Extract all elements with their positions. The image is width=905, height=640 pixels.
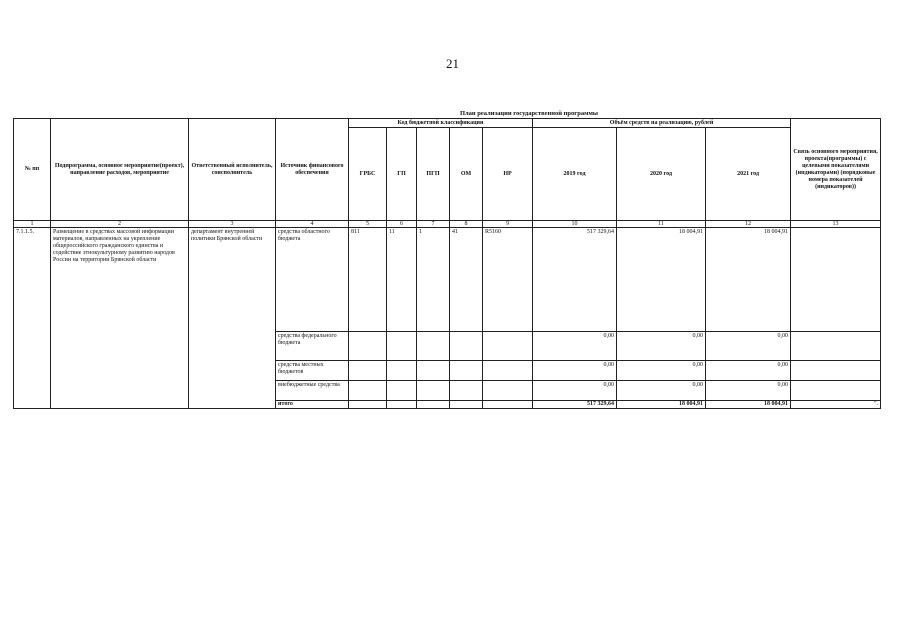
grbs-cell — [349, 332, 387, 361]
value-2020: 0,00 — [617, 381, 706, 401]
header-link: Связь основного мероприятия, проекта(программы) с целевыми показателями (индикаторами) (порядковые номера показателей (индикаторов)) — [791, 119, 881, 221]
grbs-cell — [349, 361, 387, 381]
col-number: 2 — [51, 221, 189, 228]
link-cell — [791, 332, 881, 361]
col-number: 9 — [483, 221, 533, 228]
item-name: Размещение в средствах массовой информации материалов, направленных на укрепление общероссийского гражданского единства и содействие этнокультурному развитию народов России на территории Брянской области — [51, 228, 189, 409]
source-cell: средства федерального бюджета — [276, 332, 349, 361]
total-2019: 517 329,64 — [533, 401, 617, 409]
source-cell: средства областного бюджета — [276, 228, 349, 332]
om-cell — [450, 381, 483, 401]
nr-cell: R5160 — [483, 228, 533, 332]
nr-cell — [483, 332, 533, 361]
header-2021: 2021 год — [706, 128, 791, 221]
nr-cell — [483, 361, 533, 381]
header-volume: Объём средств на реализацию, рублей — [533, 119, 791, 128]
gp-cell — [387, 381, 417, 401]
col-number: 12 — [706, 221, 791, 228]
header-row-group — [14, 119, 881, 128]
pgp-cell — [417, 401, 450, 409]
header-2019: 2019 год — [533, 128, 617, 221]
header-budget-class: Код бюджетной классификации — [349, 119, 533, 128]
header-num: № пп — [14, 119, 51, 221]
pgp-cell — [417, 361, 450, 381]
value-2021: 0,00 — [706, 381, 791, 401]
item-executor: департамент внутренней политики Брянской области — [189, 228, 276, 409]
col-number: 4 — [276, 221, 349, 228]
gp-cell — [387, 361, 417, 381]
col-number: 6 — [387, 221, 417, 228]
header-executor: Ответственный исполнитель, соисполнитель — [189, 119, 276, 221]
header-2020: 2020 год — [617, 128, 706, 221]
gp-cell — [387, 332, 417, 361]
header-subprogram: Подпрограмма, основное мероприятие(проект), направление расходов, мероприятие — [51, 119, 189, 221]
source-cell: средства местных бюджетов — [276, 361, 349, 381]
header-nr: НР — [483, 128, 533, 221]
item-number: 7.1.1.5. — [14, 228, 51, 409]
value-2020: 18 004,91 — [617, 228, 706, 332]
header-gp: ГП — [387, 128, 417, 221]
table-row — [14, 228, 881, 332]
header-pgp: ПГП — [417, 128, 450, 221]
total-2021: 18 004,91 — [706, 401, 791, 409]
value-2021: 0,00 — [706, 361, 791, 381]
om-cell: 41 — [450, 228, 483, 332]
value-2019: 0,00 — [533, 332, 617, 361]
nr-cell — [483, 381, 533, 401]
om-cell — [450, 332, 483, 361]
value-2019: 0,00 — [533, 361, 617, 381]
grbs-cell — [349, 401, 387, 409]
om-cell — [450, 361, 483, 381]
value-2019: 517 329,64 — [533, 228, 617, 332]
total-2020: 18 004,91 — [617, 401, 706, 409]
total-label: итого — [276, 401, 349, 409]
pgp-cell — [417, 332, 450, 361]
link-cell — [791, 361, 881, 381]
total-link: ". — [791, 401, 881, 409]
column-number-row — [14, 221, 881, 228]
link-cell — [791, 381, 881, 401]
header-om: ОМ — [450, 128, 483, 221]
value-2021: 18 004,91 — [706, 228, 791, 332]
header-source: Источник финансового обеспечения — [276, 119, 349, 221]
col-number: 10 — [533, 221, 617, 228]
value-2020: 0,00 — [617, 332, 706, 361]
pgp-cell: 1 — [417, 228, 450, 332]
col-number: 8 — [450, 221, 483, 228]
gp-cell: 11 — [387, 228, 417, 332]
value-2021: 0,00 — [706, 332, 791, 361]
om-cell — [450, 401, 483, 409]
grbs-cell — [349, 381, 387, 401]
source-cell: внебюджетные средства — [276, 381, 349, 401]
table-title: План реализации государственной программы — [459, 110, 599, 117]
plan-table — [13, 118, 881, 409]
col-number: 13 — [791, 221, 881, 228]
nr-cell — [483, 401, 533, 409]
value-2019: 0,00 — [533, 381, 617, 401]
col-number: 1 — [14, 221, 51, 228]
gp-cell — [387, 401, 417, 409]
link-cell — [791, 228, 881, 332]
page-number: 21 — [446, 56, 459, 71]
header-grbs: ГРБС — [349, 128, 387, 221]
col-number: 11 — [617, 221, 706, 228]
value-2020: 0,00 — [617, 361, 706, 381]
pgp-cell — [417, 381, 450, 401]
grbs-cell: 811 — [349, 228, 387, 332]
col-number: 7 — [417, 221, 450, 228]
col-number: 5 — [349, 221, 387, 228]
col-number: 3 — [189, 221, 276, 228]
